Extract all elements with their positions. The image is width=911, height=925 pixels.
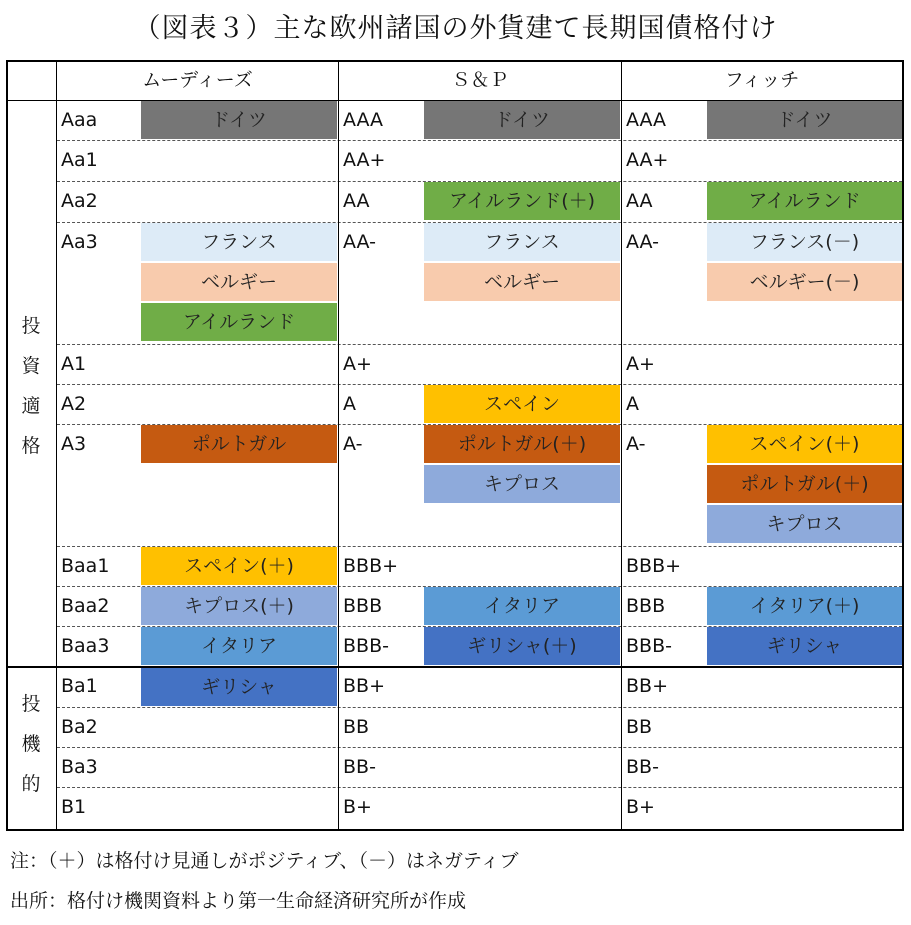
fitch-france: フランス(－) [707,223,902,261]
sp-grade: A- [343,433,363,455]
fitch-grade: AA- [626,231,659,253]
sp-grade: BBB- [343,635,389,657]
fitch-portugal: ポルトガル(＋) [707,465,902,503]
header-fitch: フィッチ [724,69,800,91]
sp-grade: BBB [343,595,383,617]
fitch-grade: AAA [626,109,667,131]
sp-grade: BB- [343,756,376,778]
table-frame [6,60,904,831]
moodys-grade: Baa1 [61,555,110,577]
fitch-grade: A+ [626,353,655,375]
moodys-germany: ドイツ [141,101,337,139]
sp-grade: AA [343,190,370,212]
sp-belgium: ベルギー [424,263,620,301]
sp-france: フランス [424,223,620,261]
moodys-greece: ギリシャ [141,668,337,706]
category-spec-2: 機 [21,733,41,755]
category-invest-3: 適 [21,395,41,417]
moodys-grade: Aa3 [61,231,98,253]
fitch-ireland: アイルランド [707,182,902,220]
fitch-grade: BBB+ [626,555,682,577]
moodys-grade: Aaa [61,109,98,131]
moodys-grade: A1 [61,353,87,375]
moodys-spain: スペイン(＋) [141,547,337,585]
sp-cyprus: キプロス [424,465,620,503]
sp-italy: イタリア [424,587,620,625]
moodys-grade: Aa2 [61,190,98,212]
sp-spain: スペイン [424,385,620,423]
sp-grade: A [343,393,356,415]
sp-grade: AA- [343,231,376,253]
moodys-italy: イタリア [141,627,337,665]
moodys-grade: Aa1 [61,149,98,171]
sp-grade: BBB+ [343,555,399,577]
page-title: （図表３）主な欧州諸国の外貨建て長期国債格付け [133,13,778,44]
fitch-belgium: ベルギー(－) [707,263,902,301]
moodys-ireland: アイルランド [141,303,337,341]
fitch-grade: BB [626,716,653,738]
category-invest-1: 投 [21,315,41,337]
fitch-grade: AA+ [626,149,669,171]
moodys-grade: Ba3 [61,756,98,778]
category-spec-1: 投 [21,693,41,715]
sp-grade: A+ [343,353,372,375]
sp-grade: BB [343,716,370,738]
fitch-cyprus: キプロス [707,505,902,543]
sp-greece: ギリシャ(＋) [424,627,620,665]
moodys-grade: Baa2 [61,595,110,617]
footnote: 注：（＋）は格付け見通しがポジティブ、（－）はネガティブ [10,850,519,872]
moodys-grade: A3 [61,433,87,455]
moodys-grade: Ba2 [61,716,98,738]
header-sp: Ｓ＆Ｐ [451,69,509,91]
moodys-grade: B1 [61,796,87,818]
fitch-grade: BBB- [626,635,672,657]
source-note: 出所：格付け機関資料より第一生命経済研究所が作成 [10,890,467,912]
ratings-table [6,60,904,831]
moodys-belgium: ベルギー [141,263,337,301]
moodys-grade: Baa3 [61,635,110,657]
sp-germany: ドイツ [424,101,620,139]
fitch-grade: A [626,393,639,415]
category-invest-4: 格 [21,435,41,457]
header-moodys: ムーディーズ [142,69,253,91]
fitch-italy: イタリア(＋) [707,587,902,625]
fitch-greece: ギリシャ [707,627,902,665]
sp-grade: AA+ [343,149,386,171]
fitch-grade: BBB [626,595,666,617]
fitch-grade: AA [626,190,653,212]
moodys-france: フランス [141,223,337,261]
fitch-germany: ドイツ [707,101,902,139]
moodys-grade: A2 [61,393,87,415]
fitch-grade: BB- [626,756,659,778]
sp-grade: BB+ [343,675,385,697]
sp-ireland: アイルランド(＋) [424,182,620,220]
category-invest-2: 資 [21,355,41,377]
fitch-grade: B+ [626,796,655,818]
fitch-spain: スペイン(＋) [707,425,902,463]
sp-portugal: ポルトガル(＋) [424,425,620,463]
fitch-grade: A- [626,433,646,455]
sp-grade: B+ [343,796,372,818]
category-spec-3: 的 [21,773,41,795]
moodys-cyprus: キプロス(＋) [141,587,337,625]
fitch-grade: BB+ [626,675,668,697]
moodys-portugal: ポルトガル [141,425,337,463]
sp-grade: AAA [343,109,384,131]
moodys-grade: Ba1 [61,675,98,697]
